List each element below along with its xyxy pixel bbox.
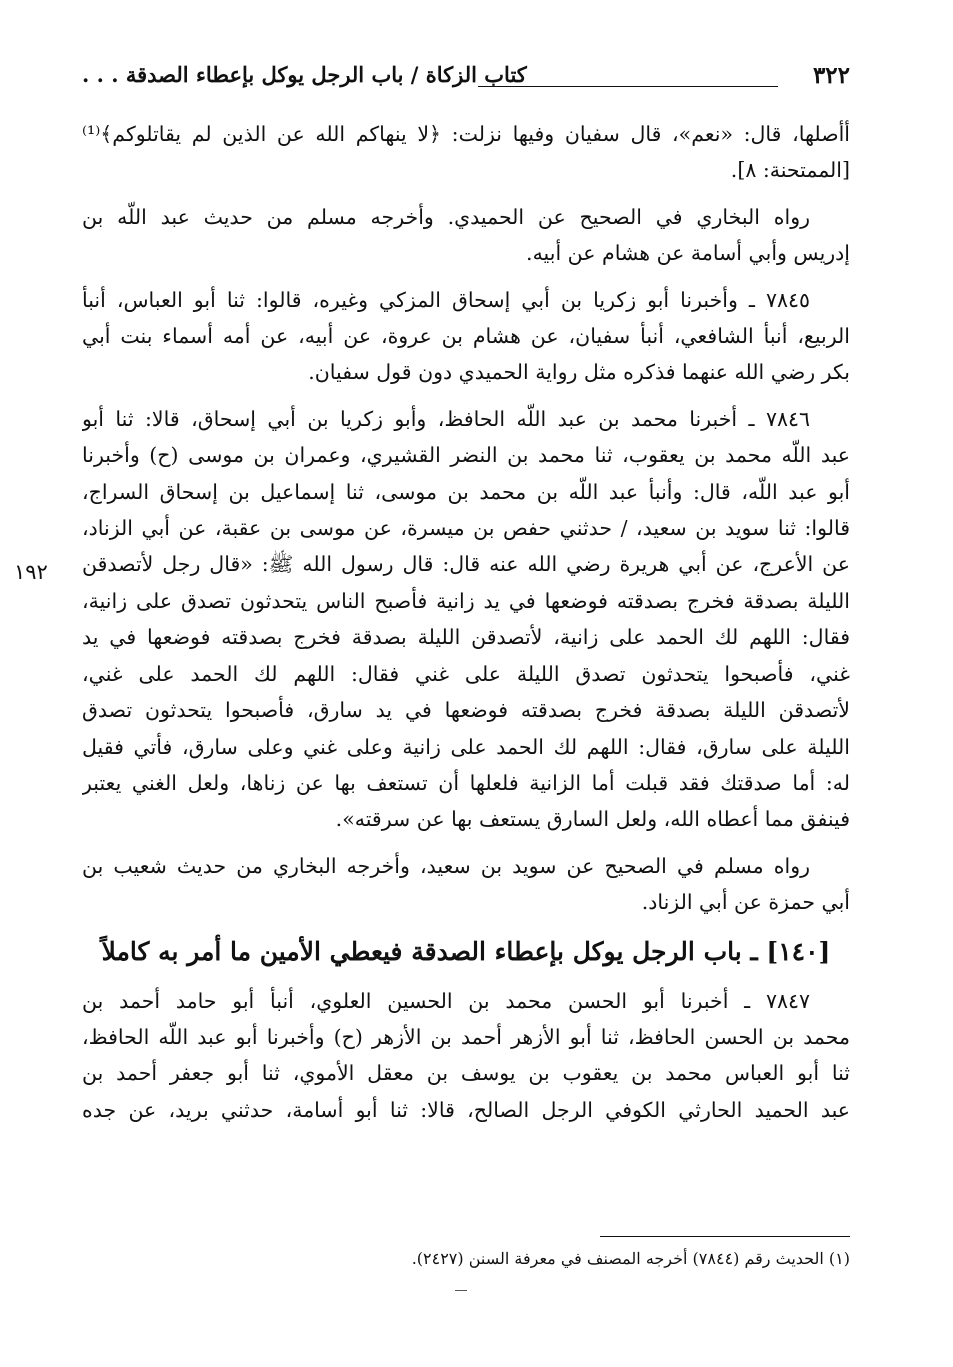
text-line: عبد اللّه محمد بن يعقوب، ثنا محمد بن النضر القشيري، وعمران بن موسى (ح) وأخبرنا (82, 443, 850, 468)
text-line: قالوا: ثنا سويد بن سعيد، / حدثني حفص بن ميسرة، عن موسى بن عقبة، عن أبي الزناد، (82, 516, 850, 541)
running-title: كتاب الزكاة / باب الرجل يوكل بإعطاء الصدقة . . . (82, 62, 527, 87)
text-line: ٧٨٤٥ ـ وأخبرنا أبو زكريا بن أبي إسحاق المزكي وغيره، قالوا: ثنا أبو العباس، أنبأ (82, 287, 810, 312)
section-heading: [١٤٠] ـ باب الرجل يوكل بإعطاء الصدقة فيعطي الأمين ما أمر به كاملاً (101, 936, 831, 966)
margin-page-number: ١٩٢ (14, 560, 48, 584)
text-line: بكر رضي الله عنهما فذكره مثل رواية الحميدي دون قول سفيان. (308, 360, 850, 385)
text-line: رواه البخاري في الصحيح عن الحميدي. وأخرجه مسلم من حديث عبد اللّه بن (82, 204, 810, 229)
text-line: له: أما صدقتك فقد قبلت أما الزانية فلعلها أن تستعف بها عن زناها، ولعل الغني يعتبر (82, 770, 850, 795)
footnote-rule (600, 1236, 850, 1237)
text-line: غني، فأصبحوا يتحدثون تصدق الليلة على غني فقال: اللهم لك الحمد على غني، (82, 661, 850, 686)
page-number: ٣٢٢ (812, 62, 850, 89)
text-line: الليلة بصدقة فخرج بصدقته فوضعها في يد زانية فأصبح الناس يتحدثون تصدق على زانية، (82, 588, 850, 613)
text-line: عن الأعرج، عن أبي هريرة رضي الله عنه قال: قال رسول الله ﷺ: «قال رجل لأتصدقن (82, 552, 850, 577)
text-line: أأصلها، قال: «نعم»، قال سفيان وفيها نزلت: ﴿لا ينهاكم الله عن الذين لم يقاتلوكم﴾⁽¹⁾ (82, 122, 850, 146)
paragraph-1 (82, 116, 850, 189)
text-line: الربيع، أنبأ الشافعي، أنبأ سفيان، عن هشام بن عروة، عن أبيه، عن أمه أسماء بنت أبي (82, 324, 850, 349)
text-line: فقال: اللهم لك الحمد على زانية، لأتصدقن الليلة بصدقة فخرج بصدقته فوضعها في يد (82, 625, 850, 650)
text-line: لأتصدقن الليلة بصدقة فخرج بصدقته فوضعها في يد سارق، فأصبحوا يتحدثون تصدق (82, 698, 850, 723)
text-line: ٧٨٤٦ ـ أخبرنا محمد بن عبد اللّه الحافظ، وأبو زكريا بن أبي إسحاق، قالا: ثنا أبو (82, 406, 810, 431)
paragraph-hadith-7846 (82, 401, 850, 838)
text-line: رواه مسلم في الصحيح عن سويد بن سعيد، وأخرجه البخاري من حديث شعيب بن (82, 853, 810, 878)
text-line: عبد الحميد الحارثي الكوفي الرجل الصالح، قالا: ثنا أبو أسامة، حدثني بريد، عن جده (82, 1097, 850, 1122)
text-line: الليلة على سارق، فقال: اللهم لك الحمد على زانية وعلى غني وعلى سارق، فأتي فقيل (82, 734, 850, 759)
text-line: أبي حمزة عن أبي الزناد. (641, 890, 850, 915)
footnote: (١) الحديث رقم (٧٨٤٤) أخرجه المصنف في معرفة السنن (٢٤٢٧). (411, 1249, 850, 1268)
text-line: إدريس وأبي أسامة عن هشام عن أبيه. (526, 241, 850, 266)
paragraph-2 (82, 199, 850, 272)
text-line: ٧٨٤٧ ـ أخبرنا أبو الحسن محمد بن الحسين العلوي، أنبأ أبو حامد أحمد بن (82, 988, 810, 1013)
paragraph-hadith-7845 (82, 282, 850, 391)
text-line: فينفق مما أعطاه الله، ولعل السارق يستعف بها عن سرقته». (335, 807, 850, 832)
text-line: محمد بن الحسن الحافظ، ثنا أبو الأزهر أحمد بن الأزهر (ح) وأخبرنا أبو عبد اللّه الحافظ، (82, 1024, 850, 1049)
paragraph-hadith-7847 (82, 983, 850, 1129)
text-line: [الممتحنة: ٨]. (730, 158, 850, 183)
running-header (82, 60, 850, 98)
page-end-mark (455, 1290, 467, 1291)
text-line: ثنا أبو العباس محمد بن يعقوب بن يوسف بن معقل الأموي، ثنا أبو جعفر أحمد بن (82, 1061, 850, 1086)
paragraph-5 (82, 848, 850, 921)
text-line: أبو عبد اللّه، قال: وأنبأ عبد اللّه بن محمد بن موسى، ثنا إسماعيل بن إسحاق السراج، (82, 479, 850, 504)
main-text (82, 116, 850, 1138)
